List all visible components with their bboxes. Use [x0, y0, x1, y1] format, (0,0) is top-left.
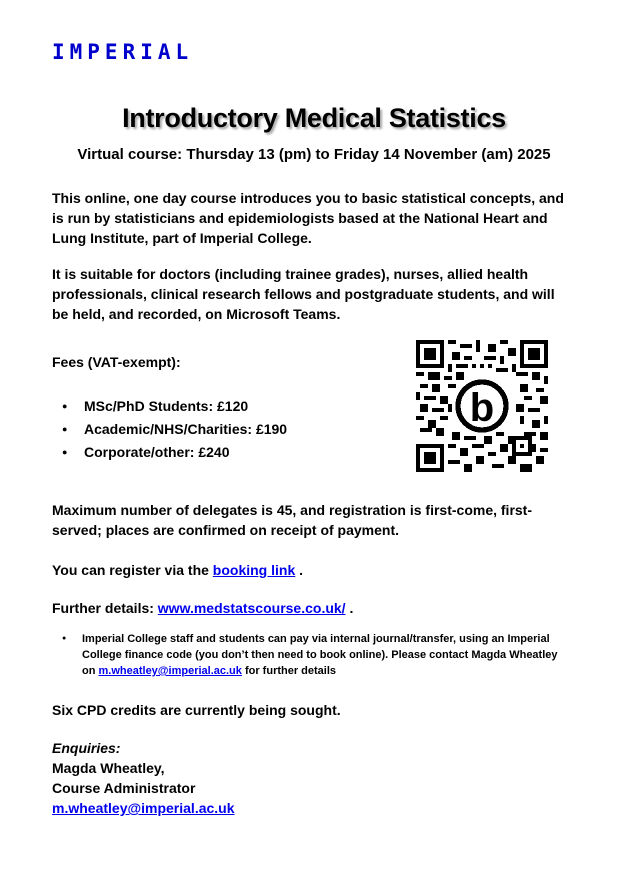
staff-payment-note: [62, 631, 562, 679]
details-line: [52, 598, 572, 618]
booking-link[interactable]: booking link: [212, 562, 296, 578]
website-link[interactable]: www.medstatscourse.co.uk/: [157, 600, 346, 616]
enquiries-block: [52, 738, 572, 818]
staff-note-email-link[interactable]: m.wheatley@imperial.ac.uk: [98, 665, 242, 677]
course-dates: Virtual course: Thursday 13 (pm) to Friday 14 November (am) 2025: [77, 146, 551, 163]
fees-heading: Fees (VAT-exempt):: [52, 354, 181, 370]
details-prefix: Further details:: [52, 600, 158, 616]
delegates-paragraph: Maximum number of delegates is 45, and registration is first-come, first-served; places are confirmed on receipt of payment.: [52, 502, 533, 538]
qr-code-icon[interactable]: [416, 340, 548, 472]
qr-center-glyph: b: [469, 386, 495, 431]
details-suffix: .: [345, 600, 354, 616]
intro-paragraph: This online, one day course introduces you to basic statistical concepts, and is run by statisticians and epidemiologists based at the National Heart and Lung Institute, part of Imperial College.: [52, 190, 564, 246]
fee-item-students: ● MSc/PhD Students: £120: [62, 395, 287, 418]
contact-name: Magda Wheatley,: [52, 760, 165, 776]
contact-role: Course Administrator: [52, 780, 196, 796]
staff-note-suffix: for further details: [241, 665, 337, 677]
imperial-logo: IMPERIAL: [52, 40, 194, 64]
register-suffix: .: [295, 562, 304, 578]
register-prefix: You can register via the: [52, 562, 213, 578]
enquiries-label: Enquiries:: [52, 740, 121, 756]
contact-email-link[interactable]: m.wheatley@imperial.ac.uk: [52, 800, 235, 816]
fees-list: [62, 395, 287, 464]
suitability-paragraph: It is suitable for doctors (including trainee grades), nurses, allied health professionals, clinical research fellows and postgraduate students, and will be held, and recorded, on Microsoft Teams.: [52, 266, 555, 322]
page-title: Introductory Medical Statistics: [122, 103, 506, 133]
staff-note-text: Imperial College staff and students can pay via internal journal/transfer, using an Imperial College finance code (you don’t then need to book online). Please contact Magda Wheatley on: [82, 633, 558, 677]
cpd-note: Six CPD credits are currently being sought.: [52, 702, 341, 718]
fee-item-corporate: ● Corporate/other: £240: [62, 441, 287, 464]
fee-item-academic: ● Academic/NHS/Charities: £190: [62, 418, 287, 441]
register-line: [52, 560, 572, 580]
